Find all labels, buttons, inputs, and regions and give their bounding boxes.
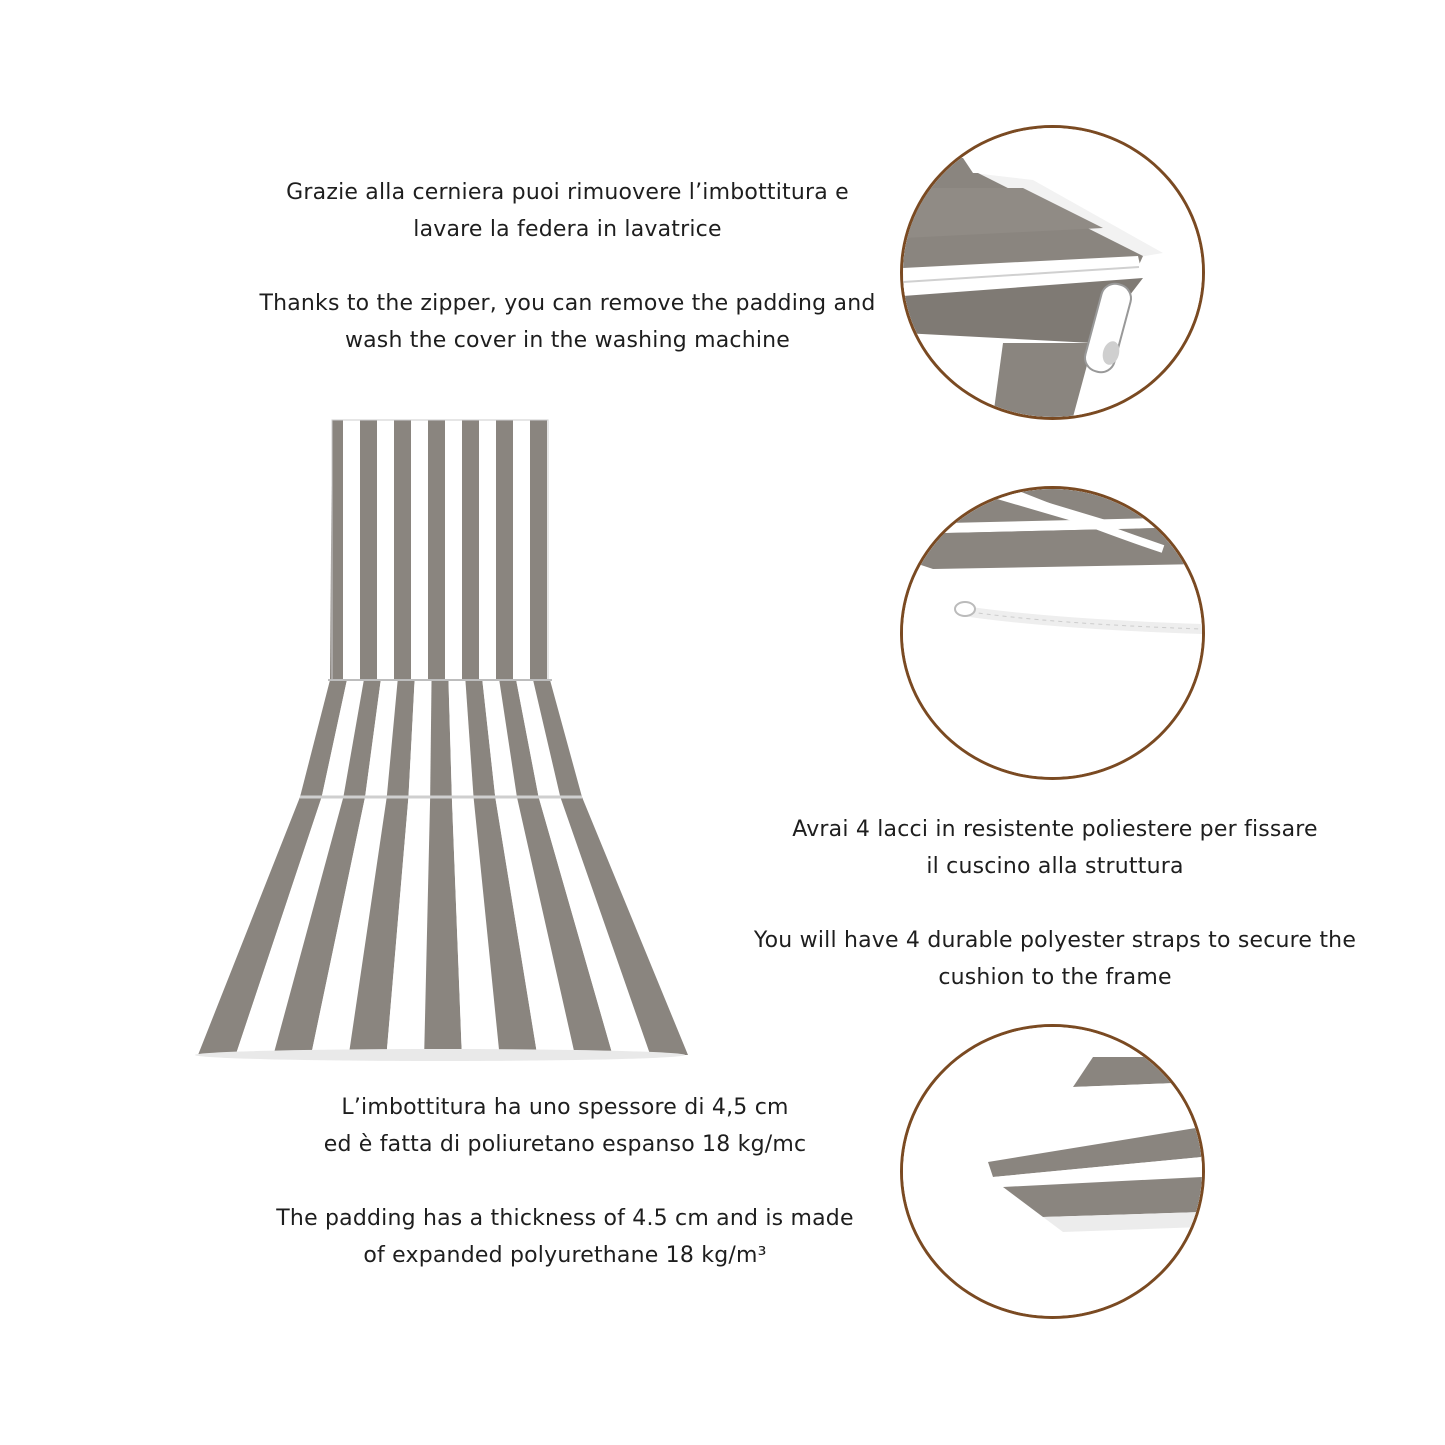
padding-text-it-2: ed è fatta di poliuretano espanso 18 kg/mc [323,1132,807,1157]
striped-lounger-cushion-image [190,415,690,1065]
zipper-text-it-2: lavare la federa in lavatrice [413,217,722,242]
zipper-detail-image [900,125,1205,420]
thickness-detail-image [900,1024,1205,1319]
padding-text-en-2: of expanded polyurethane 18 kg/m³ [363,1243,767,1268]
straps-text-en-2: cushion to the frame [938,965,1172,990]
strap-detail-image [900,486,1205,780]
straps-description [740,811,1370,996]
straps-text-en-1: You will have 4 durable polyester straps to secure the [753,928,1357,953]
zipper-text-it-1: Grazie alla cerniera puoi rimuovere l’imbottitura e [286,180,849,205]
zipper-description [220,174,915,359]
zipper-text-en-1: Thanks to the zipper, you can remove the padding and [259,291,876,316]
padding-text-en-1: The padding has a thickness of 4.5 cm and is made [276,1206,854,1231]
straps-text-it-2: il cuscino alla struttura [926,854,1184,879]
padding-text-it-1: L’imbottitura ha uno spessore di 4,5 cm [341,1095,789,1120]
zipper-text-en-2: wash the cover in the washing machine [344,328,791,353]
padding-description [220,1089,910,1274]
straps-text-it-1: Avrai 4 lacci in resistente poliestere per fissare [792,817,1318,842]
